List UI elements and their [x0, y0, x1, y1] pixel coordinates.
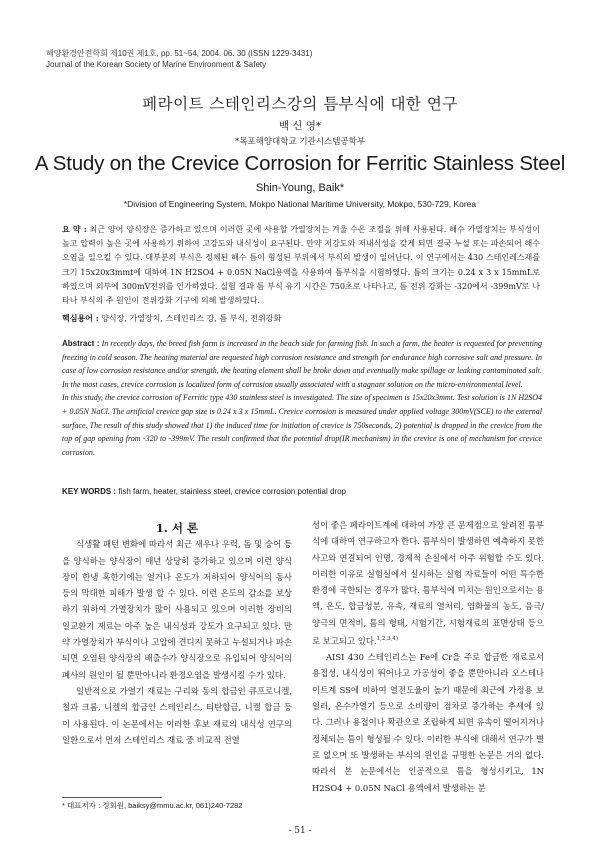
body-paragraph: 식생활 패턴 변화에 따라서 최근 새우나 우럭, 돔 및 숭어 등을 양식하는 양식장이 매년 상당히 증가하고 있으며 이런 양식장이 한냉 혹한기에는 얼거나 온도가 저하되어 양식어의 동사 등의 막대한 피해가 발생 할 수 있다. 이런 온도의 감소를 보상하기 위하여 가열장치가 많이 사용되고 있으며 이러한 장비의 일교환기 재료는 아주 높은 내식성과 강도가 요구되고 있다. 만약 가열장치가 부식이나 고압에 견디지 못하고 누설되거나 파손되면 오염된 양식장의 배출수가 양식장으로 유입되어 양식어의 폐사의 원인이 될 뿐만아니라 환경오염을 발생시킬 수가 있다.: [62, 539, 292, 680]
body-paragraph: 일반적으로 가열기 재료는 구리와 동의 합금인 큐프로니켈, 철과 크롬, 니켈의 합금인 스테인리스, 티탄합금, 니켈 합금 등이 사용된다. 이 논문에서는 이러한 후보 재료의 내식성 연구의 일환으로서 먼저 스테인리스 재료 중 비교적 전열: [62, 685, 292, 745]
keywords-korean-label: 핵심용어 :: [62, 313, 99, 323]
body-column-right: [312, 517, 544, 796]
abstract-korean: [62, 222, 540, 308]
affiliation-english: *Division of Engineering System, Mokpo National Maritime University, Mokpo, 530-729, Korea: [123, 199, 477, 209]
page-number: - 51 -: [288, 826, 312, 836]
abstract-english-p2: In this study, the crevice corrosion of Ferritic type 430 stainless steel is investigated. The size of specimen is 15x20x3mmt. Test solution is 1N H2SO4 + 0.05N NaCl. The artificial crevice gap size is 0.24 x 3 x 15mmL. Crevice corrosion is measured under applied voltage 300mV(SCE) to the external surface. The result of this study showed that 1) the induced time for initiation of crevice is 750seconds, 2) potential is dropped in the crevice from the top of gap opening from -320 to -399mV. The result confirmed that the potential drop(IR mechanism) in the crevice is one of mechanism for crevice corrosion.: [62, 393, 542, 457]
keywords-english: [62, 487, 542, 496]
journal-citation-kr: 해양환경안전학회 제10권 제1호, pp. 51~54, 2004. 06. 30 (ISSN 1229-3431): [46, 49, 313, 58]
body-paragraph-text: 성이 좋은 페라이트계에 대하여 가장 큰 문제점으로 알려진 틈부식에 대하여 연구하고자 한다. 틈부식이 발생하면 예측하지 못한 사고와 연결되어 인명, 경제적 손실에서 아주 위험할 수도 있다. 이러한 이유로 실험실에서 실시하는 실험 자료들이 어떤 특수한 환경에 국한되는 경우가 많다. 틈부식에 미치는 원인으로서는 용액, 온도, 합금성분, 유속, 재료의 열처리, 염화물의 농도, 음극/양극의 면적비, 틈의 형태, 시험기간, 시험재료의 표면상태 등으로 보고되고 있다.: [312, 520, 544, 646]
body-paragraph: [312, 517, 544, 649]
abstract-english-label: Abstract :: [62, 339, 100, 348]
abstract-korean-text: 최근 양어 양식장은 증가하고 있으며 이러한 곳에 사용할 가열장치는 겨울 수온 조절을 위해 사용된다. 해수 가열장치는 부식성이 높고 압력이 높은 곳에 사용하기 위하여 고강도와 내식성이 요구된다. 만약 저강도와 저내식성을 갖게 되면 결국 누설 또는 파손되어 해수오염을 일으킬 수 있다. 대부분의 부식은 정체된 해수 틈이 형성된 부위에서 부식의 발생이 일어난다. 이 연구에서는 430 스테인레스재를 크기 15x20x3mmt에 대하여 1N H2SO4 + 0.05N NaCl용액을 사용하여 틈부식을 시험하였다. 틈의 크기는 0.24 x 3 x 15mmL로 하였으며 외부에 300mV전위를 인가하였다. 실험 결과 틈 부식 유기 시간은 750초로 나타나고, 틈 전위 강화는 -320에서 -399mV로 나타나 부식의 주 원인이 전위강화 기구에 의해 발생하였다.: [62, 225, 540, 306]
journal-header: [46, 48, 312, 70]
keywords-english-text: fish farm, heater, stainless steel, crevice corrosion potential drop: [118, 487, 346, 496]
abstract-english: [62, 337, 542, 459]
journal-name-en: Journal of the Korean Society of Marine Environment & Safety: [46, 60, 267, 69]
affiliation-korean: *목포해양대학교 기관시스템공학부: [234, 137, 366, 147]
keywords-korean-text: 양식장, 가열장치, 스테인리스 강, 틈 부식, 전위강화: [101, 314, 282, 323]
keywords-english-label: KEY WORDS :: [62, 487, 117, 496]
abstract-english-p1: [62, 337, 542, 391]
abstract-english-text-1: In recently days, the breed fish farm is increased in the beach side for farming fish. In such a farm, the heater is requested for preventing freezing in cold season. The heating material are requested high corrosion resistance and strength for endurance high corrosive salt and pressure. In case of low corrosion resistance and/or strength, the heating element shall be broke down and eventually make spillage or leaking contaminated salt. In the most cases, crevice corrosion is localized form of corrosion usually associated with a stagnant solution on the micro-environmental level.: [62, 339, 543, 389]
footnote: * 대표저자 : 정회원, baiksy@mmu.ac.kr, 061)240-7282: [62, 801, 243, 810]
author-korean: 백 신 영*: [278, 120, 322, 132]
body-paragraph: AISI 430 스테인리스는 Fe에 Cr을 주로 합금한 재료로서 용접성, 내식성이 뛰어나고 가공성이 좋을 뿐만아니라 오스테나이트계 SS에 비하여 열전도율이 높기 때문에 최근에 가정용 보일러, 온수가열기 등으로 소비량이 점차로 증가하는 추세에 있다. 그러나 용접이나 확관으로 조립하게 되면 유속이 떨어지거나 정체되는 틈이 형성될 수 있다. 이러한 부식에 대해서 연구가 별로 없으며 또 발생하는 부식의 원인을 규명한 논문은 거의 없다. 따라서 본 논문에서는 인공적으로 틈을 형성시키고, 1N H2SO4 + 0.05N NaCl 용액에서 발생하는 분: [312, 652, 544, 793]
reference-superscript: 1,2,3,4): [376, 636, 399, 643]
section-heading-introduction: 1. 서 론: [155, 521, 199, 535]
footnote-divider: [62, 797, 162, 798]
title-english: A Study on the Crevice Corrosion for Ferritic Stainless Steel: [34, 152, 566, 175]
title-korean: 페라이트 스테인리스강의 틈부식에 대한 연구: [142, 95, 458, 113]
abstract-korean-label: 요 약 :: [62, 224, 87, 234]
author-english: Shin-Young, Baik*: [255, 182, 345, 194]
body-column-left: [62, 520, 292, 748]
keywords-korean: [62, 313, 540, 324]
